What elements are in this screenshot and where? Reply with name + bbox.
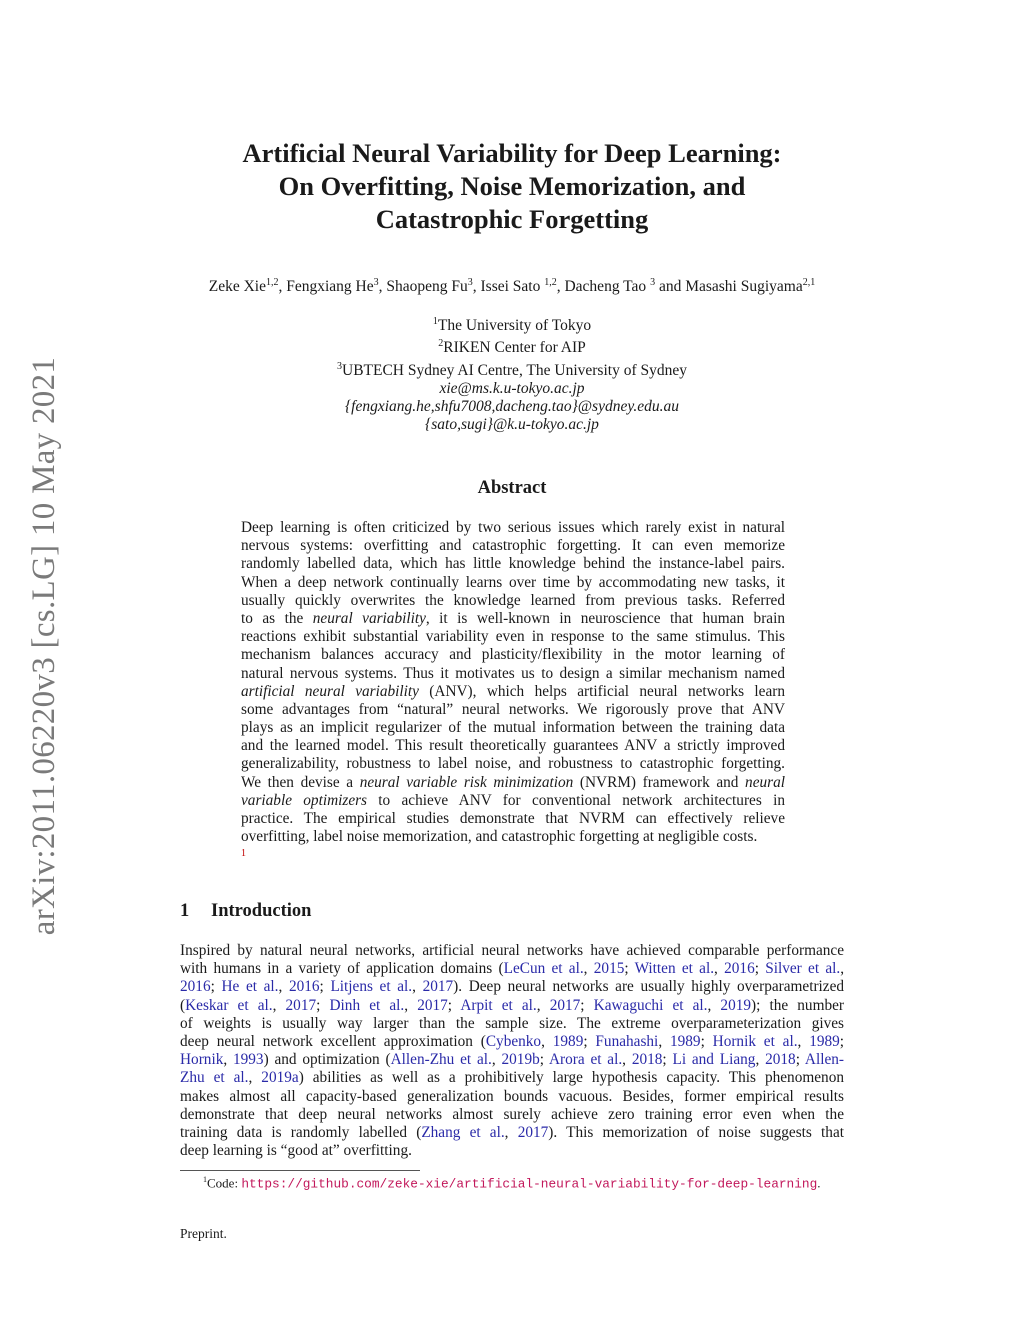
citation-link[interactable]: Hornik et al. xyxy=(712,1032,798,1050)
affiliations xyxy=(180,313,844,435)
citation-link[interactable]: Allen-Zhu et al. xyxy=(390,1051,492,1069)
text-run: (NVRM) framework and xyxy=(573,773,746,791)
abstract-line xyxy=(241,610,785,628)
footnote-label: Code: xyxy=(207,1175,242,1191)
affiliation xyxy=(180,358,844,380)
citation-link[interactable]: Arora et al. xyxy=(548,1051,623,1069)
affiliation xyxy=(180,313,844,335)
citation-link[interactable]: Keskar et al. xyxy=(185,996,273,1014)
author-affil-sup: 1,2 xyxy=(544,277,557,288)
abstract-body xyxy=(241,519,785,846)
citation-link[interactable]: Arpit et al. xyxy=(460,996,537,1014)
citation-link[interactable]: 2019a xyxy=(261,1069,299,1087)
intro-line: demonstrate that deep neural networks almost surely achieve zero training error even when the xyxy=(180,1105,844,1123)
abstract-line xyxy=(241,792,785,810)
intro-line: (Keskar et al., 2017; Dinh et al., 2017; Arpit et al., 2017; Kawaguchi et al., 2019); the number xyxy=(180,996,845,1014)
citation-link[interactable]: 2018 xyxy=(765,1051,796,1069)
paper-title xyxy=(180,137,844,236)
intro-line: makes almost all capacity-based generalization bounds vacuous. Besides, former empirical results xyxy=(180,1087,844,1105)
abstract-line xyxy=(241,774,785,792)
text-run: with humans in a variety of application domains ( xyxy=(180,960,504,978)
title-line: Catastrophic Forgetting xyxy=(375,204,649,234)
citation-link[interactable]: 2016 xyxy=(288,978,320,996)
email: {sato,sugi}@k.u-tokyo.ac.jp xyxy=(425,416,599,434)
author-name: , Fengxiang He xyxy=(278,278,374,296)
intro-line: 2016; He et al., 2016; Litjens et al., 2017). Deep neural networks are usually highly overparametrized xyxy=(180,978,845,996)
text-run: ) abilities as well as a prohibitively large hypothesis capacity. This phenomenon xyxy=(298,1069,844,1087)
section-number: 1 xyxy=(180,901,190,921)
abstract-line: mechanism balances accuracy and plasticity/flexibility in the motor learning of xyxy=(241,646,785,664)
intro-line: training data is randomly labelled (Zhang et al., 2017). This memorization of noise suggests that xyxy=(180,1123,844,1141)
author-name: , Issei Sato xyxy=(472,278,545,296)
emphasis: neural xyxy=(745,773,785,791)
email: xie@ms.k.u-tokyo.ac.jp xyxy=(439,380,585,398)
text-run: ). Deep neural networks are usually highly overparametrized xyxy=(453,978,845,996)
citation-link[interactable]: 2019 xyxy=(720,996,752,1014)
author-name: Zeke Xie xyxy=(208,278,266,296)
footnote-rule xyxy=(180,1170,420,1171)
author-affil-sup: 3 xyxy=(373,277,379,288)
text-run: ); the number xyxy=(751,996,845,1014)
title-line: Artificial Neural Variability for Deep Learning: xyxy=(242,138,782,168)
page-footer: Preprint. xyxy=(180,1226,227,1241)
text-run: (ANV), which helps artificial neural networks learn xyxy=(418,682,785,700)
citation-link[interactable]: 1989 xyxy=(809,1032,840,1050)
section-heading xyxy=(180,901,311,922)
abstract-line: some advantages from “natural” neural networks. We rigorously prove that ANV xyxy=(241,700,785,718)
abstract-line: natural nervous systems. Thus it motivates us to design a similar mechanism named xyxy=(241,664,785,682)
abstract-line: practice. The empirical studies demonstrate that NVRM can effectively relieve xyxy=(241,810,785,827)
abstract-line: When a deep network continually learns over time by accommodating new tasks, it xyxy=(241,573,785,591)
abstract-line: and the learned model. This result theoretically guarantees ANV a strictly improved xyxy=(241,737,785,755)
citation-link[interactable]: 1993 xyxy=(232,1051,264,1069)
emphasis: artificial neural variability xyxy=(241,682,419,700)
citation-link[interactable]: Litjens et al. xyxy=(330,978,413,996)
arxiv-stamp: arXiv:2011.06220v3 [cs.LG] 10 May 2021 xyxy=(26,356,62,936)
citation-link[interactable]: 2017 xyxy=(422,978,454,996)
emphasis: neural variable risk minimization xyxy=(359,773,574,791)
affil-text: The University of Tokyo xyxy=(437,317,592,335)
footnote-link[interactable]: 1 xyxy=(241,848,246,859)
citation-link[interactable]: 2017 xyxy=(417,996,448,1014)
footnote xyxy=(203,1175,821,1191)
citation-link[interactable]: Cybenko xyxy=(485,1032,542,1050)
text-run: ). This memorization of noise suggests that xyxy=(548,1123,844,1141)
citation-link[interactable]: Witten et al. xyxy=(634,960,715,978)
citation-link[interactable]: 2017 xyxy=(517,1123,549,1141)
abstract-line xyxy=(241,683,785,701)
abstract-line: reactions exhibit substantial variability even in response to the same stimulus. This xyxy=(241,628,785,646)
citation-link[interactable]: 2016 xyxy=(724,960,755,978)
citation-link[interactable]: 2017 xyxy=(285,996,317,1014)
abstract-line: Deep learning is often criticized by two serious issues which rarely exist in natural xyxy=(241,519,785,536)
author-name: , Shaopeng Fu xyxy=(378,278,468,296)
emphasis: neural variability xyxy=(312,609,426,627)
citation-link[interactable]: He et al. xyxy=(221,978,279,996)
citation-link[interactable]: 1989 xyxy=(669,1032,701,1050)
citation-link[interactable]: Dinh et al. xyxy=(329,996,405,1014)
citation-link[interactable]: Kawaguchi et al. xyxy=(593,996,708,1014)
abstract-line: usually quickly overwrites the knowledge learned from previous tasks. Referred xyxy=(241,591,785,609)
text-run: ) and optimization ( xyxy=(263,1051,391,1069)
author-list xyxy=(150,277,874,296)
abstract-line: overfitting, label noise memorization, and catastrophic forgetting at negligible costs. xyxy=(241,828,758,846)
author-affil-sup: 1,2 xyxy=(266,277,279,288)
intro-line: Inspired by natural neural networks, artificial neural networks have achieved comparable performance xyxy=(180,942,844,959)
citation-link[interactable]: Zhang et al. xyxy=(421,1123,505,1141)
text-run: , it is well-known in neuroscience that human brain xyxy=(425,609,785,627)
citation-link[interactable]: 2016 xyxy=(180,978,211,996)
citation-link[interactable]: Hornik xyxy=(180,1051,224,1069)
intro-paragraph xyxy=(180,942,844,1160)
intro-line: Hornik, 1993) and optimization (Allen-Zhu et al., 2019b; Arora et al., 2018; Li and Liang, 2018; Allen- xyxy=(180,1051,844,1069)
author-affil-sup: 3 xyxy=(467,277,473,288)
code-url-link[interactable]: https://github.com/zeke-xie/artificial-neural-variability-for-deep-learning xyxy=(241,1176,818,1192)
intro-line: deep neural network excellent approximation (Cybenko, 1989; Funahashi, 1989; Hornik et al., 1989; xyxy=(180,1032,845,1050)
citation-link[interactable]: 2017 xyxy=(549,996,581,1014)
author-affil-sup: 3 xyxy=(650,277,656,288)
affil-text: RIKEN Center for AIP xyxy=(443,339,586,357)
affil-text: UBTECH Sydney AI Centre, The University of Sydney xyxy=(342,361,687,379)
intro-line: Zhu et al., 2019a) abilities as well as a prohibitively large hypothesis capacity. This phenomenon xyxy=(180,1069,844,1087)
text-run: to achieve ANV for conventional network architectures in xyxy=(367,791,785,809)
citation-link[interactable]: Zhu et al. xyxy=(180,1069,249,1087)
citation-link[interactable]: Allen- xyxy=(804,1051,844,1069)
text-run: to as the xyxy=(241,609,313,627)
text-run: deep neural network excellent approximation ( xyxy=(180,1032,486,1050)
title-line: On Overfitting, Noise Memorization, and xyxy=(278,171,746,201)
affil-sup: 2 xyxy=(438,338,444,350)
intro-line: with humans in a variety of application domains (LeCun et al., 2015; Witten et al., 2016; Silver et al., xyxy=(180,960,845,978)
author-name: and Masashi Sugiyama xyxy=(655,278,803,296)
citation-link[interactable]: 2015 xyxy=(593,960,625,978)
citation-link[interactable]: 2019b xyxy=(501,1051,540,1069)
abstract-line: randomly labelled data, which has little knowledge behind the instance-label pairs. xyxy=(241,555,785,573)
text-run: We then devise a xyxy=(241,773,360,791)
affil-sup: 3 xyxy=(337,360,342,372)
citation-link[interactable]: 2018 xyxy=(631,1051,663,1069)
author-name: , Dacheng Tao xyxy=(556,278,651,296)
section-title: Introduction xyxy=(211,901,312,921)
abstract-line: plays as an implicit regularizer of the mutual information between the training data xyxy=(241,719,785,737)
intro-line: deep learning is “good at” overfitting. xyxy=(180,1142,412,1160)
email: {fengxiang.he,shfu7008,dacheng.tao}@sydney.edu.au xyxy=(344,398,679,416)
text-run: training data is randomly labelled ( xyxy=(180,1123,422,1141)
citation-link[interactable]: LeCun et al. xyxy=(503,960,584,978)
abstract-line: generalizability, robustness to label noise, and robustness to catastrophic forgetting. xyxy=(241,755,785,773)
affil-sup: 1 xyxy=(432,316,438,327)
author-affil-sup: 2,1 xyxy=(802,277,816,288)
emphasis: variable optimizers xyxy=(241,791,368,809)
citation-link[interactable]: 1989 xyxy=(552,1032,584,1050)
citation-link[interactable]: Silver et al. xyxy=(765,960,841,978)
footnote-end: . xyxy=(817,1175,821,1191)
citation-link[interactable]: Funahashi xyxy=(595,1032,659,1050)
footnote-sup: 1 xyxy=(203,1175,207,1184)
abstract-line: nervous systems: overfitting and catastrophic forgetting. It can even memorize xyxy=(241,537,785,555)
abstract-heading: Abstract xyxy=(477,478,547,498)
affiliation xyxy=(180,335,844,357)
citation-link[interactable]: Li and Liang xyxy=(672,1051,756,1069)
intro-line: of weights is usually way larger than the sample size. The extreme overparameterization gives xyxy=(180,1014,844,1032)
